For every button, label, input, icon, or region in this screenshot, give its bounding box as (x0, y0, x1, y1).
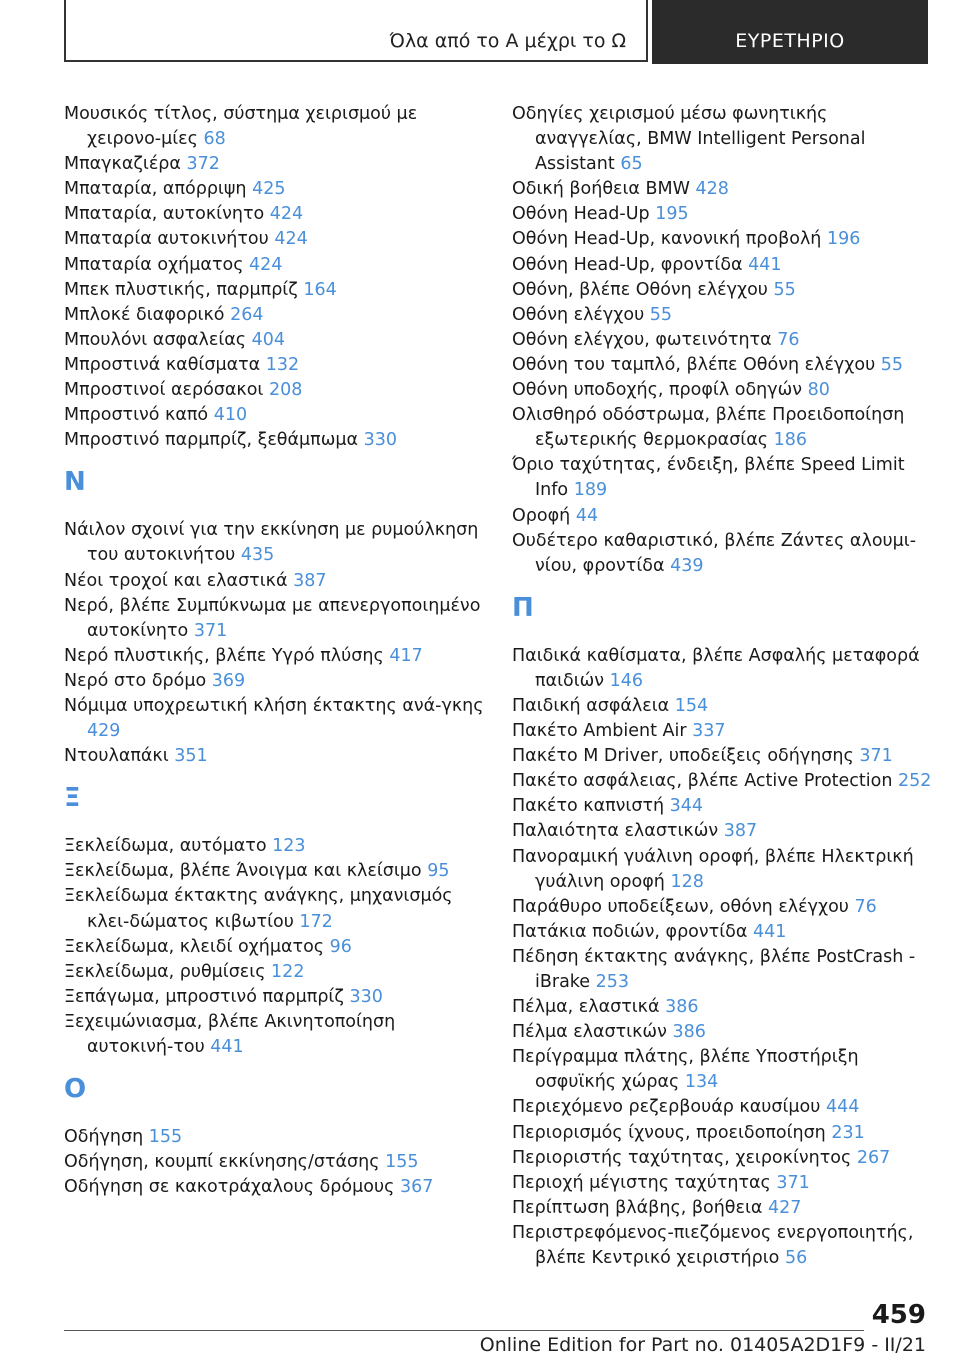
index-entry-text: Πακέτο M Driver, υποδείξεις οδήγησης (512, 746, 854, 767)
index-entry (64, 518, 484, 568)
index-entry-text: Οθόνη Head-Up, φροντίδα (512, 254, 743, 275)
index-entry (64, 834, 484, 859)
index-entry (64, 403, 484, 428)
index-entry (64, 985, 484, 1010)
page-reference-link[interactable]: 195 (655, 204, 689, 225)
index-entry-text: Πακέτο ασφάλειας, βλέπε Active Protection (512, 771, 893, 792)
index-entry-text: Νερό, βλέπε Συμπύκνωμα με απενεργοποιημένο αυτοκίνητο (64, 595, 481, 641)
index-entry (64, 594, 484, 644)
index-entry-text: Ξεκλείδωμα, αυτόματο (64, 836, 267, 857)
index-letter-heading: Ν (64, 467, 86, 498)
page-reference-link[interactable]: 76 (777, 329, 800, 350)
index-entry (512, 1020, 932, 1045)
index-entry-text: Οθόνη ελέγχου, φωτεινότητα (512, 329, 772, 350)
page-reference-link[interactable]: 441 (752, 921, 787, 942)
page-reference-link[interactable]: 386 (665, 997, 699, 1018)
page-reference-link[interactable]: 267 (856, 1147, 891, 1168)
index-entry (64, 152, 484, 177)
index-letter-heading: Ξ (64, 783, 81, 814)
index-entry-text: Οδική βοήθεια BMW (512, 179, 690, 200)
index-entry (64, 177, 484, 202)
index-entry-text: Ξεκλείδωμα έκτακτης ανάγκης, μηχανισμός κλει‐δώματος κιβωτίου (64, 886, 453, 932)
index-entry (512, 1171, 932, 1196)
index-entry (512, 453, 932, 503)
index-entry (64, 1175, 484, 1200)
index-entry-text: Περίγραμμα πλάτης, βλέπε Υποστήριξη οσφυϊκής χώρας (512, 1047, 859, 1093)
page-reference-link[interactable]: 132 (265, 354, 300, 375)
index-entry-text: Ουδέτερο καθαριστικό, βλέπε Ζάντες αλουμι‐νίου, φροντίδα (512, 530, 917, 576)
index-entry (64, 744, 484, 769)
index-entry-text: Νάιλον σχοινί για την εκκίνηση με ρυμούλκηση του αυτοκινήτου (64, 520, 479, 566)
index-entry (512, 1095, 932, 1120)
index-entry-text: Μπαταρία αυτοκινήτου (64, 229, 269, 250)
page-reference-link[interactable]: 252 (898, 771, 932, 792)
index-entry (512, 769, 932, 794)
index-entry-text: Παιδική ασφάλεια (512, 695, 670, 716)
index-entry-text: Παράθυρο υποδείξεων, οθόνη ελέγχου (512, 896, 849, 917)
page-header (64, 0, 928, 64)
index-entry-text: Περιορισμός ίχνους, προειδοποίηση (512, 1122, 826, 1143)
page-reference-link[interactable]: 435 (240, 545, 275, 566)
index-entry (512, 845, 932, 895)
page-reference-link[interactable]: 44 (575, 505, 599, 526)
index-entry (512, 719, 932, 744)
index-entry (512, 403, 932, 453)
index-entry-text: Μπροστινό παρμπρίζ, ξεθάμπωμα (64, 430, 359, 451)
index-entry (512, 819, 932, 844)
index-entry-text: Οθόνη υποδοχής, προφίλ οδηγών (512, 380, 803, 401)
index-entry-text: Μπαγκαζιέρα (64, 154, 181, 175)
page-reference-link[interactable]: 264 (230, 304, 264, 325)
page-reference-link[interactable]: 76 (854, 896, 877, 917)
index-entry (512, 794, 932, 819)
index-entry (64, 669, 484, 694)
index-entry-text: Οροφή (512, 505, 571, 526)
page-reference-link[interactable]: 253 (595, 972, 630, 992)
index-entry (512, 744, 932, 769)
section-title: Όλα από το A μέχρι το Ω (389, 30, 626, 52)
page-reference-link[interactable]: 330 (349, 986, 383, 1007)
index-entry-text: Νερό πλυστικής, βλέπε Υγρό πλύσης (64, 645, 384, 666)
index-entry (64, 102, 484, 152)
index-entry-text: Ξεχειμώνιασμα, βλέπε Ακινητοποίηση αυτοκινή‐του (64, 1011, 396, 1057)
index-entry-text: Οθόνη Head-Up (512, 204, 650, 225)
footer-divider (64, 1330, 864, 1331)
index-tab-label: ΕΥΡΕΤΗΡΙΟ (735, 30, 845, 52)
index-entry-text: Οδήγηση, κουμπί εκκίνησης/στάσης (64, 1152, 380, 1173)
page-reference-link[interactable]: 387 (723, 821, 758, 842)
index-entry (64, 303, 484, 328)
page-reference-link[interactable]: 444 (825, 1097, 860, 1118)
index-entry (512, 278, 932, 303)
page-reference-link[interactable]: 428 (695, 179, 729, 200)
index-entry-text: Περιοριστής ταχύτητας, χειροκίνητος (512, 1147, 852, 1168)
index-entry-text: Μπροστινά καθίσματα (64, 354, 261, 375)
index-entry (64, 644, 484, 669)
index-entry-text: Περιοχή μέγιστης ταχύτητας (512, 1172, 771, 1193)
page-reference-link[interactable]: 367 (399, 1177, 434, 1198)
index-entry (512, 644, 932, 694)
index-entry (512, 1121, 932, 1146)
index-column-right (512, 102, 932, 1271)
page-reference-link[interactable]: 337 (692, 721, 726, 742)
page-reference-link[interactable]: 372 (186, 154, 220, 175)
index-entry-text: Ντουλαπάκι (64, 746, 169, 767)
page-reference-link[interactable]: 371 (193, 620, 228, 641)
index-entry (512, 328, 932, 353)
index-entry-text: Οδηγίες χειρισμού μέσω φωνητικής αναγγελίας, BMW Intelligent Personal Assistant (512, 104, 866, 175)
index-entry (512, 995, 932, 1020)
index-entry (64, 328, 484, 353)
index-entry-text: Πανοραμική γυάλινη οροφή, βλέπε Ηλεκτρική γυάλινη οροφή (512, 846, 914, 892)
index-entry (64, 859, 484, 884)
page-reference-link[interactable]: 128 (670, 871, 704, 892)
index-entry (64, 428, 484, 453)
page-reference-link[interactable]: 429 (87, 721, 121, 742)
page-reference-link[interactable]: 351 (174, 746, 208, 767)
page-reference-link[interactable]: 387 (293, 570, 327, 591)
page-reference-link[interactable]: 122 (271, 961, 305, 982)
edition-info: Online Edition for Part no. 01405A2D1F9 - II/21 (479, 1334, 926, 1356)
index-entry (64, 378, 484, 403)
index-entry (512, 202, 932, 227)
index-entry (512, 303, 932, 328)
index-entry-text: Μπουλόνι ασφαλείας (64, 329, 247, 350)
page-reference-link[interactable]: 439 (670, 555, 704, 576)
page-reference-link[interactable]: 95 (427, 861, 450, 882)
index-entry (512, 1196, 932, 1221)
index-entry-text: Οδήγηση (64, 1127, 144, 1148)
index-entry-text: Πατάκια ποδιών, φροντίδα (512, 921, 748, 942)
index-entry (64, 960, 484, 985)
index-entry (512, 694, 932, 719)
page-reference-link[interactable]: 164 (303, 279, 337, 300)
index-entry (512, 504, 932, 529)
index-entry-text: Μπροστινοί αερόσακοι (64, 380, 264, 401)
index-entry (64, 202, 484, 227)
page-reference-link[interactable]: 80 (807, 380, 830, 401)
page-reference-link[interactable]: 424 (269, 204, 304, 225)
page-reference-link[interactable]: 386 (672, 1022, 706, 1043)
page-reference-link[interactable]: 55 (773, 279, 796, 300)
index-entry-text: Παλαιότητα ελαστικών (512, 821, 719, 842)
index-entry-text: Οθόνη ελέγχου (512, 304, 645, 325)
index-entry-text: Μπλοκέ διαφορικό (64, 304, 225, 325)
page-reference-link[interactable]: 344 (669, 796, 704, 817)
index-entry (512, 945, 932, 995)
page-reference-link[interactable]: 231 (831, 1122, 865, 1143)
index-entry-text: Περιστρεφόμενος-πιεζόμενος ενεργοποιητής, βλέπε Κεντρικό χειριστήριο (512, 1222, 914, 1269)
index-entry-text: Νόμιμα υποχρεωτική κλήση έκτακτης ανά‐γκης (64, 695, 484, 716)
page-reference-link[interactable]: 96 (329, 936, 352, 957)
index-entry-text: Ξεκλείδωμα, βλέπε Άνοιγμα και κλείσιμο (64, 861, 422, 882)
page-reference-link[interactable]: 186 (773, 430, 808, 451)
index-entry-text: Ξεπάγωμα, μπροστινό παρμπρίζ (64, 986, 344, 1007)
index-entry-text: Οθόνη Head-Up, κανονική προβολή (512, 229, 822, 250)
page-reference-link[interactable]: 441 (748, 254, 782, 275)
index-entry-text: Ξεκλείδωμα, κλειδί οχήματος (64, 936, 325, 957)
page-reference-link[interactable]: 155 (148, 1127, 183, 1148)
index-entry-text: Μπεκ πλυστικής, παρμπρίζ (64, 279, 298, 300)
page-reference-link[interactable]: 369 (211, 670, 246, 691)
page-reference-link[interactable]: 172 (299, 911, 333, 932)
index-entry (512, 895, 932, 920)
index-entry (512, 920, 932, 945)
index-entry (64, 1010, 484, 1060)
index-entry (64, 278, 484, 303)
page-reference-link[interactable]: 196 (826, 229, 861, 250)
page-reference-link[interactable]: 65 (620, 154, 643, 175)
index-letter-heading: Π (512, 592, 534, 623)
index-entry (512, 1146, 932, 1171)
index-entry-text: Πέλμα, ελαστικά (512, 997, 660, 1018)
index-entry (512, 253, 932, 278)
page-reference-link[interactable]: 123 (272, 836, 306, 857)
page-reference-link[interactable]: 56 (784, 1248, 808, 1269)
page-reference-link[interactable]: 371 (859, 746, 893, 767)
index-entry (64, 1150, 484, 1175)
index-entry-text: Περίπτωση βλάβης, βοήθεια (512, 1197, 763, 1218)
page-reference-link[interactable]: 208 (268, 380, 303, 401)
page-reference-link[interactable]: 155 (385, 1152, 419, 1173)
index-entry (64, 1125, 484, 1150)
index-entry (512, 227, 932, 252)
index-entry (64, 353, 484, 378)
page-reference-link[interactable]: 441 (210, 1037, 244, 1057)
index-entry (512, 1221, 932, 1271)
index-entry-text: Ολισθηρό οδόστρωμα, βλέπε Προειδοποίηση εξωτερικής θερμοκρασίας (512, 405, 905, 451)
page-reference-link[interactable]: 189 (573, 480, 608, 501)
index-entry (64, 884, 484, 934)
index-entry-text: Οθόνη, βλέπε Οθόνη ελέγχου (512, 279, 768, 300)
index-entry-text: Πακέτο καπνιστή (512, 796, 665, 817)
index-entry (512, 1045, 932, 1095)
page-reference-link[interactable]: 330 (363, 430, 398, 451)
index-entry (64, 253, 484, 278)
page-reference-link[interactable]: 146 (609, 670, 644, 691)
index-entry-text: Παιδικά καθίσματα, βλέπε Ασφαλής μεταφορά παιδιών (512, 645, 920, 691)
page-reference-link[interactable]: 68 (203, 129, 226, 150)
index-entry (64, 935, 484, 960)
page-reference-link[interactable]: 425 (252, 179, 286, 200)
page-reference-link[interactable]: 55 (649, 304, 673, 325)
index-entry-text: Πακέτο Ambient Air (512, 721, 687, 742)
index-entry-text: Μπαταρία οχήματος (64, 254, 244, 275)
index-letter-heading: Ο (64, 1074, 87, 1105)
index-entry (64, 227, 484, 252)
index-entry-text: Οδήγηση σε κακοτράχαλους δρόμους (64, 1177, 395, 1198)
index-entry-text: Μπροστινό καπό (64, 405, 209, 426)
index-entry (512, 353, 932, 378)
page-reference-link[interactable]: 410 (213, 405, 248, 426)
index-entry (512, 102, 932, 177)
section-title-box (64, 0, 648, 62)
index-entry-text: Πέλμα ελαστικών (512, 1022, 667, 1043)
page-reference-link[interactable]: 154 (674, 695, 709, 716)
page-number: 459 (871, 1300, 926, 1330)
index-entry (64, 569, 484, 594)
index-entry (512, 529, 932, 579)
page-reference-link[interactable]: 424 (274, 229, 308, 250)
page-reference-link[interactable]: 134 (684, 1072, 719, 1093)
index-entry-text: Νέοι τροχοί και ελαστικά (64, 570, 288, 591)
index-entry-text: Μουσικός τίτλος, σύστημα χειρισμού με χειρονο‐μίες (64, 104, 418, 150)
index-entry-text: Ξεκλείδωμα, ρυθμίσεις (64, 961, 266, 982)
index-entry (512, 378, 932, 403)
index-entry-text: Μπαταρία, αυτοκίνητο (64, 204, 265, 225)
index-entry-text: Όριο ταχύτητας, ένδειξη, βλέπε Speed Limit Info (512, 455, 905, 501)
page-reference-link[interactable]: 424 (249, 254, 283, 275)
index-entry-text: Νερό στο δρόμο (64, 670, 207, 691)
index-tab[interactable] (652, 0, 928, 64)
page-reference-link[interactable]: 371 (776, 1172, 810, 1193)
index-entry-text: Πέδηση έκτακτης ανάγκης, βλέπε PostCrash - iBrake (512, 946, 916, 992)
index-entry (64, 694, 484, 744)
index-entry-text: Οθόνη του ταμπλό, βλέπε Οθόνη ελέγχου (512, 354, 876, 375)
page-reference-link[interactable]: 404 (251, 329, 286, 350)
index-column-left (64, 102, 484, 1200)
index-entry (512, 177, 932, 202)
page-reference-link[interactable]: 55 (880, 354, 904, 375)
page-reference-link[interactable]: 427 (768, 1197, 802, 1218)
index-entry-text: Μπαταρία, απόρριψη (64, 179, 247, 200)
index-entry-text: Περιεχόμενο ρεζερβουάρ καυσίμου (512, 1097, 821, 1118)
page-reference-link[interactable]: 417 (389, 645, 423, 666)
